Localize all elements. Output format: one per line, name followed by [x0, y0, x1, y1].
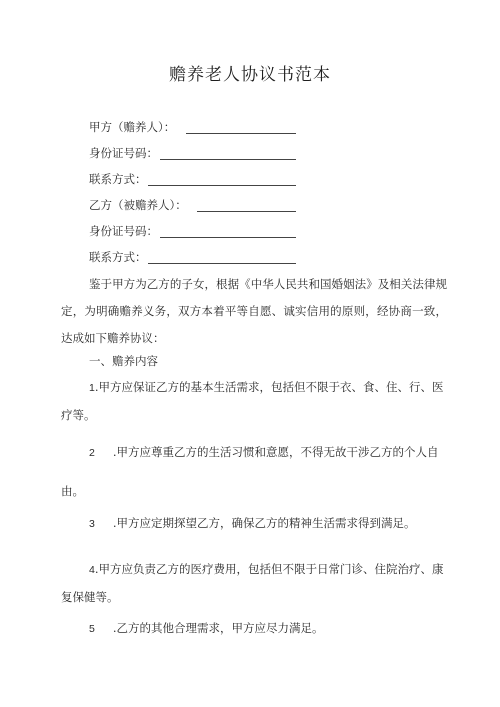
party-b-blank	[197, 211, 296, 212]
list-item	[61, 433, 447, 510]
party-a-id-label: 身份证号码：	[89, 146, 158, 160]
party-b-id-blank	[160, 237, 296, 238]
section-heading: 一、赡养内容	[89, 354, 158, 368]
item-text: .甲方应负责乙方的医疗费用，包括但不限于日常门诊、住院治疗、康复保健等。	[61, 562, 444, 604]
item-number: 2	[89, 447, 95, 459]
item-number: 4	[89, 564, 95, 576]
list-item	[61, 556, 447, 611]
party-b-contact-label: 联系方式：	[89, 250, 147, 264]
party-a-contact-blank	[148, 185, 296, 186]
party-b-label: 乙方（被赡养人）：	[89, 198, 187, 212]
party-b-contact-blank	[148, 263, 296, 264]
intro-paragraph: 鉴于甲方为乙方的子女，根据《中华人民共和国婚姻法》及相关法律规定，为明确赡养义务，双方本着平等自愿、诚实信用的原则，经协商一致，达成如下赡养协议：	[61, 277, 447, 345]
party-a-contact-label: 联系方式：	[89, 172, 147, 186]
list-item	[61, 374, 447, 429]
list-item	[61, 510, 447, 538]
party-a-blank	[186, 133, 296, 134]
item-number: 3	[89, 518, 95, 530]
party-b-id-field	[89, 222, 296, 240]
item-text: .甲方应尊重乙方的生活习惯和意愿，不得无故干涉乙方的个人自由。	[61, 445, 439, 498]
party-b-field	[89, 196, 296, 214]
party-a-field	[89, 118, 296, 136]
party-a-id-field	[89, 144, 296, 162]
party-a-label: 甲方（赡养人）：	[89, 120, 176, 134]
party-a-id-blank	[160, 159, 296, 160]
document-title: 赡养老人协议书范本	[169, 65, 331, 85]
party-b-id-label: 身份证号码：	[89, 224, 158, 238]
item-text: .甲方应定期探望乙方，确保乙方的精神生活需求得到满足。	[112, 516, 416, 530]
item-number: 1	[89, 382, 95, 394]
list-item	[61, 615, 447, 643]
item-text: .甲方应保证乙方的基本生活需求，包括但不限于衣、食、住、行、医疗等。	[61, 380, 444, 422]
item-number: 5	[89, 623, 95, 635]
item-text: .乙方的其他合理需求，甲方应尽力满足。	[112, 621, 324, 635]
party-a-contact-field	[89, 170, 296, 188]
party-b-contact-field	[89, 248, 296, 266]
